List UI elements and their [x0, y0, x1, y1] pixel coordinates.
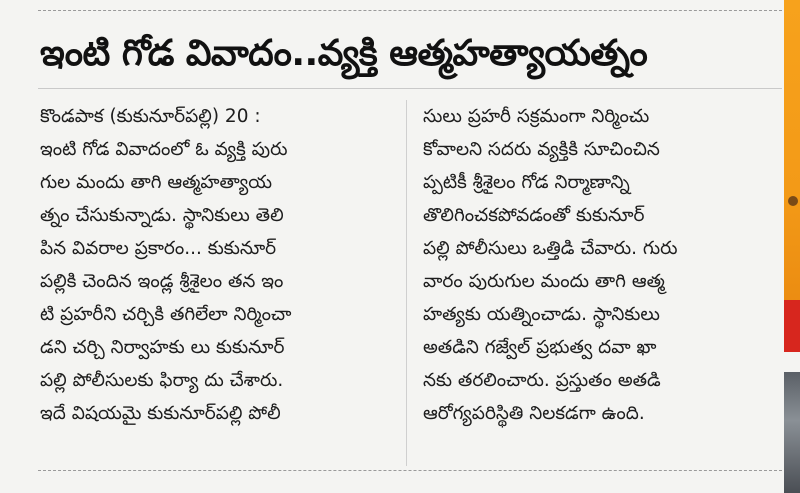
text-line: పల్లి పోలీసులు ఒత్తిడి చేవారు. గురు — [423, 238, 678, 259]
text-line: వారం పురుగుల మందు తాగి ఆత్మ — [423, 271, 665, 292]
text-line: త్నం చేసుకున్నాడు. స్థానికులు తెలి — [40, 205, 284, 226]
text-line: పల్లి పోలీసులకు ఫిర్యా దు చేశారు. — [40, 370, 284, 391]
text-line: గుల మందు తాగి ఆత్మహత్యాయ — [40, 172, 272, 193]
article-column-left — [40, 100, 395, 468]
text-line: సులు ప్రహరీ సక్రమంగా నిర్మించు — [423, 106, 650, 127]
text-line: ప్పటికీ శ్రీశైలం గోడ నిర్మాణాన్ని — [423, 172, 630, 193]
adjacent-article-strip — [784, 0, 800, 493]
text-line: హత్యకు యత్నించాడు. స్థానికులు — [423, 304, 660, 325]
text-line: పల్లికి చెందిన ఇండ్ల శ్రీశైలం తన ఇం — [40, 271, 284, 292]
top-dashed-rule — [38, 10, 782, 11]
text-line: కొండపాక (కుకునూర్‌పల్లి) 20 : — [40, 106, 261, 127]
article-headline: ఇంటి గోడ వివాదం..వ్యక్తి ఆత్మహత్యాయత్నం — [40, 33, 648, 74]
text-line: డని చర్చి నిర్వాహకు లు కుకునూర్ — [40, 337, 285, 358]
column-divider — [406, 100, 407, 466]
bottom-dashed-rule — [38, 470, 782, 471]
adjacent-red-band — [784, 300, 800, 352]
text-line: ఇదే విషయమై కుకునూర్‌పల్లి పోలీ — [40, 403, 281, 424]
adjacent-dot — [788, 196, 798, 206]
text-line: తొలిగించకపోవడంతో కుకునూర్ — [423, 205, 645, 226]
text-line: టి ప్రహరీని చర్చికి తగిలేలా నిర్మించా — [40, 304, 292, 325]
text-line: ఇంటి గోడ వివాదంలో ఓ వ్యక్తి పురు — [40, 139, 288, 160]
text-line: కోవాలని సదరు వ్యక్తికి సూచించిన — [423, 139, 660, 160]
text-line: అతడిని గజ్వేల్ ప్రభుత్వ దవా ఖా — [423, 337, 657, 358]
article-column-right — [423, 100, 778, 468]
text-line: ఆరోగ్యపరిస్థితి నిలకడగా ఉంది. — [423, 403, 645, 424]
text-line: పిన వివరాల ప్రకారం... కుకునూర్ — [40, 238, 277, 259]
text-line: నకు తరలించారు. ప్రస్తుతం అతడి — [423, 370, 661, 391]
adjacent-photo-edge — [784, 372, 800, 493]
headline-rule — [38, 88, 782, 89]
